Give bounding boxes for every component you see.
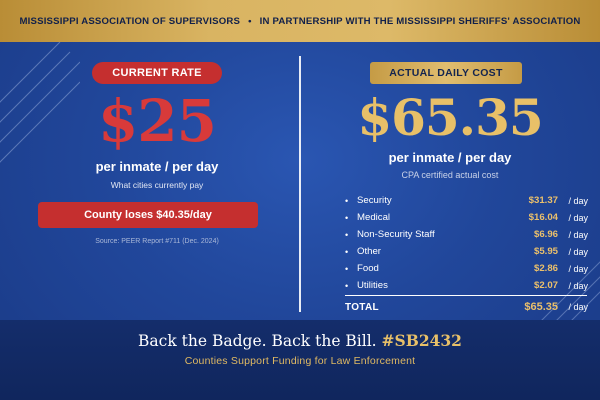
- source-citation: Source: PEER Report #711 (Dec. 2024): [95, 238, 219, 245]
- cost-unit: / day: [568, 229, 588, 240]
- list-item: [345, 243, 588, 260]
- cost-unit: / day: [568, 195, 588, 206]
- slogan-text: Back the Badge. Back the Bill.: [138, 332, 377, 350]
- current-rate-badge: CURRENT RATE: [92, 62, 222, 84]
- cost-label: Medical: [357, 212, 391, 223]
- cost-value: $2.07: [533, 280, 558, 291]
- total-label: TOTAL: [345, 301, 379, 313]
- list-item: [345, 209, 588, 226]
- cost-breakdown-list: [345, 192, 588, 294]
- actual-cost-unit: per inmate / per day: [388, 150, 512, 165]
- list-item: [345, 226, 588, 243]
- slogan: [0, 331, 600, 350]
- bullet: •: [345, 246, 349, 257]
- header-org-left: MISSISSIPPI ASSOCIATION OF SUPERVISORS: [19, 15, 241, 27]
- header-bar: [0, 0, 600, 42]
- cost-label: Utilities: [357, 280, 388, 291]
- column-divider: [299, 56, 301, 312]
- cost-value: $5.95: [533, 246, 558, 257]
- list-item: [345, 277, 588, 294]
- header-separator: •: [248, 15, 252, 27]
- actual-cost-badge: ACTUAL DAILY COST: [370, 62, 522, 84]
- cost-value: $31.37: [528, 195, 558, 206]
- total-row: [345, 299, 588, 315]
- cost-label: Other: [357, 246, 381, 257]
- bullet: •: [345, 263, 349, 274]
- tagline: Counties Support Funding for Law Enforcement: [184, 355, 416, 367]
- current-rate-note: What cities currently pay: [110, 180, 204, 190]
- bullet: •: [345, 229, 349, 240]
- current-rate-unit: per inmate / per day: [95, 159, 219, 174]
- actual-cost-note: CPA certified actual cost: [401, 170, 499, 180]
- cost-value: $2.86: [533, 263, 558, 274]
- cost-unit: / day: [568, 212, 588, 223]
- bullet: •: [345, 195, 349, 206]
- cost-unit: / day: [568, 263, 588, 274]
- county-loss-banner: County loses $40.35/day: [38, 202, 258, 228]
- current-rate-amount: $25: [97, 87, 217, 155]
- actual-cost-amount: $65.35: [357, 88, 543, 147]
- cost-unit: / day: [568, 280, 588, 291]
- total-value: $65.35: [524, 301, 558, 313]
- total-unit: / day: [568, 302, 588, 312]
- bullet: •: [345, 280, 349, 291]
- list-item: [345, 192, 588, 209]
- cost-label: Food: [357, 263, 379, 274]
- hashtag: #SB2432: [381, 331, 462, 350]
- cost-value: $6.96: [533, 229, 558, 240]
- header-org-right: IN PARTNERSHIP WITH THE MISSISSIPPI SHERIFFS' ASSOCIATION: [259, 15, 581, 27]
- list-item: [345, 260, 588, 277]
- bullet: •: [345, 212, 349, 223]
- cost-label: Non-Security Staff: [357, 229, 435, 240]
- cost-value: $16.04: [528, 212, 558, 223]
- cost-unit: / day: [568, 246, 588, 257]
- cost-label: Security: [357, 195, 392, 206]
- total-divider: [345, 295, 587, 296]
